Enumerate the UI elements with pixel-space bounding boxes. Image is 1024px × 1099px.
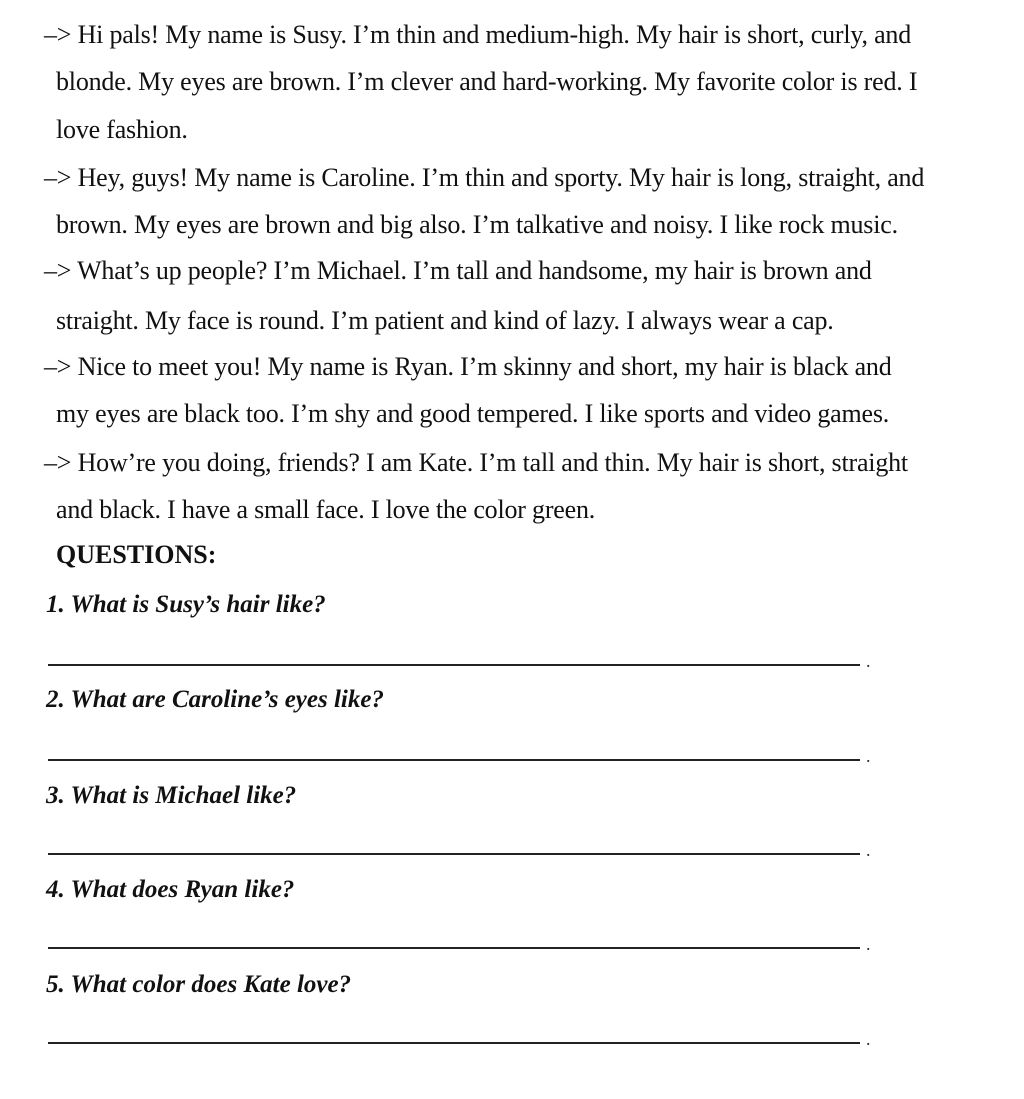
answer-line-1[interactable] bbox=[48, 664, 860, 666]
answer-end-mark: . bbox=[866, 934, 871, 954]
passage-line: straight. My face is round. I’m patient and kind of lazy. I always wear a cap. bbox=[56, 306, 834, 335]
answer-end-mark: . bbox=[866, 651, 871, 671]
passage-line: brown. My eyes are brown and big also. I’m talkative and noisy. I like rock music. bbox=[56, 210, 898, 239]
answer-line-4[interactable] bbox=[48, 947, 860, 949]
answer-line-3[interactable] bbox=[48, 853, 860, 855]
answer-line-2[interactable] bbox=[48, 759, 860, 761]
passage-line: and black. I have a small face. I love the color green. bbox=[56, 495, 596, 524]
answer-end-mark: . bbox=[866, 1029, 871, 1049]
question-3: 3. What is Michael like? bbox=[46, 782, 297, 809]
answer-end-mark: . bbox=[866, 840, 871, 860]
passage-line: –> Hey, guys! My name is Caroline. I’m thin and sporty. My hair is long, straight, and bbox=[44, 163, 925, 192]
answer-end-mark: . bbox=[866, 746, 871, 766]
passage-line: –> Nice to meet you! My name is Ryan. I’m skinny and short, my hair is black and bbox=[44, 352, 892, 381]
questions-heading: QUESTIONS: bbox=[56, 540, 217, 569]
passage-line: –> Hi pals! My name is Susy. I’m thin and medium-high. My hair is short, curly, and bbox=[44, 20, 912, 49]
question-2: 2. What are Caroline’s eyes like? bbox=[46, 686, 384, 713]
passage-line: –> What’s up people? I’m Michael. I’m tall and handsome, my hair is brown and bbox=[44, 256, 872, 285]
passage-line: –> How’re you doing, friends? I am Kate. I’m tall and thin. My hair is short, straight bbox=[44, 448, 908, 477]
passage-line: my eyes are black too. I’m shy and good tempered. I like sports and video games. bbox=[56, 399, 890, 428]
passage-line: love fashion. bbox=[56, 115, 188, 144]
question-1: 1. What is Susy’s hair like? bbox=[46, 591, 326, 618]
question-4: 4. What does Ryan like? bbox=[46, 876, 295, 903]
question-5: 5. What color does Kate love? bbox=[46, 971, 352, 998]
passage-line: blonde. My eyes are brown. I’m clever and hard-working. My favorite color is red. I bbox=[56, 67, 918, 96]
answer-line-5[interactable] bbox=[48, 1042, 860, 1044]
